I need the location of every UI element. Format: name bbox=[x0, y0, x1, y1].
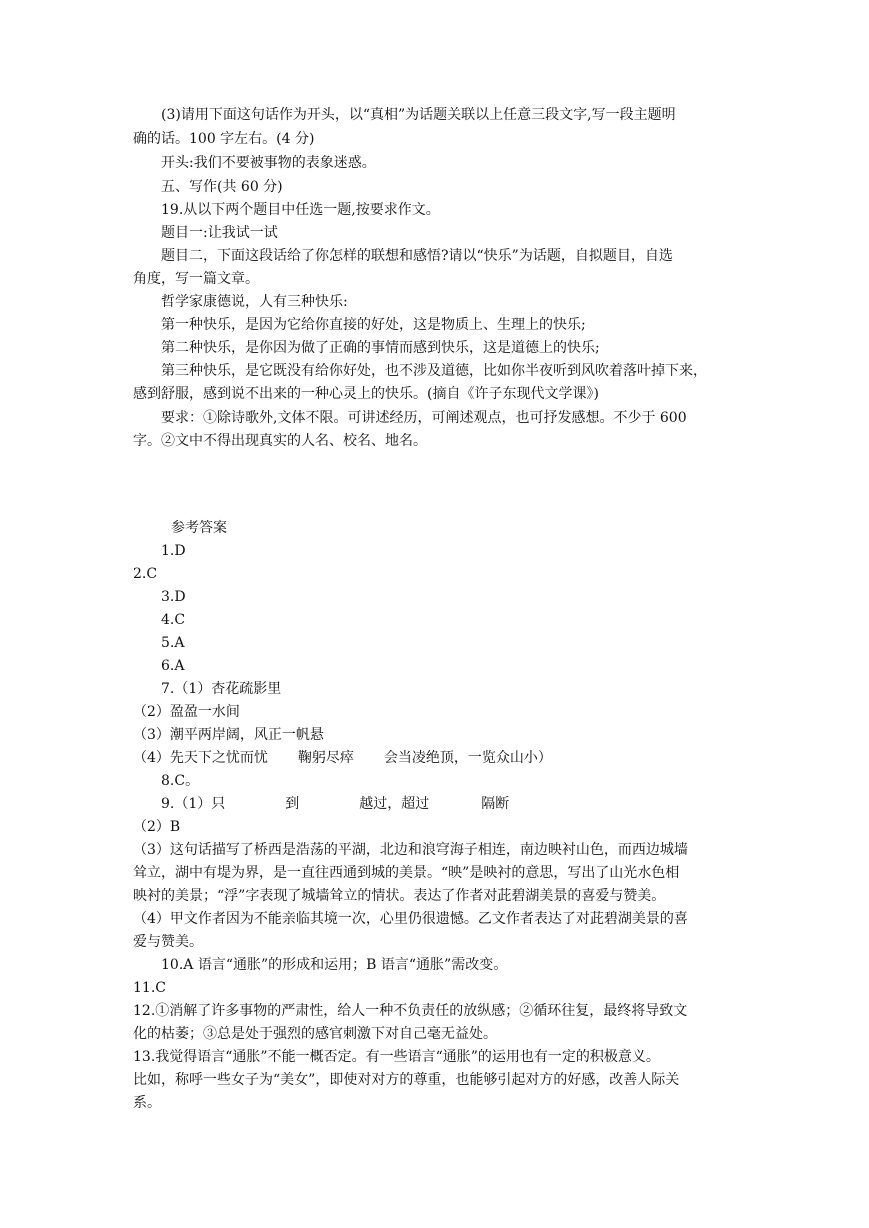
answer-12-line1: 12.①消解了许多事物的严肃性，给人一种不负责任的放纵感；②循环往复，最终将导致文 bbox=[133, 1003, 688, 1019]
joy-3-line1: 第三种快乐，是它既没有给你好处，也不涉及道德，比如你半夜听到风吹着落叶掉下来， bbox=[161, 363, 707, 379]
answer-13-line1: 13.我觉得语言“通胀”不能一概否定。有一些语言“通胀”的运用也有一定的积极意义。 bbox=[133, 1049, 660, 1065]
answer-8: 8.C。 bbox=[161, 773, 200, 789]
kant-quote: 哲学家康德说，人有三种快乐: bbox=[161, 294, 348, 310]
answer-11: 11.C bbox=[133, 980, 166, 996]
answer-9-4-line1: （4）甲文作者因为不能亲临其境一次，心里仍很遗憾。乙文作者表达了对茈碧湖美景的喜 bbox=[133, 911, 688, 927]
answer-6: 6.A bbox=[161, 658, 185, 674]
topic-1: 题目一:让我试一试 bbox=[161, 225, 278, 241]
answer-13-line2: 比如，称呼一些女子为“美女”，即使对对方的尊重，也能够引起对方的好感，改善人际关 bbox=[133, 1072, 680, 1088]
answer-5: 5.A bbox=[161, 635, 185, 651]
answer-9-1-part-c: 越过，超过 bbox=[359, 796, 430, 812]
question-19: 19.从以下两个题目中任选一题,按要求作文。 bbox=[161, 202, 440, 218]
answer-4: 4.C bbox=[161, 612, 186, 628]
answer-9-1-part-b: 到 bbox=[285, 796, 300, 812]
answer-10: 10.A 语言“通胀”的形成和运用；B 语言“通胀”需改变。 bbox=[161, 957, 508, 973]
answer-9-2: （2）B bbox=[133, 819, 181, 835]
answer-7-4-part-a: （4）先天下之忧而忧 bbox=[133, 750, 268, 766]
topic-2-line2: 角度，写一篇文章。 bbox=[133, 271, 259, 287]
answer-7-4 bbox=[133, 748, 552, 768]
answer-7-1: 7.（1）杏花疏影里 bbox=[161, 681, 282, 697]
answer-1: 1.D bbox=[161, 543, 186, 559]
q18-3-line2: 确的话。100 字左右。(4 分) bbox=[133, 131, 315, 147]
section-5-heading: 五、写作(共 60 分) bbox=[161, 179, 283, 195]
joy-1: 第一种快乐，是因为它给你直接的好处，这是物质上、生理上的快乐; bbox=[161, 317, 586, 333]
topic-2-line1: 题目二，下面这段话给了你怎样的联想和感悟?请以“快乐”为话题，自拟题目，自选 bbox=[161, 248, 673, 264]
joy-3-line2: 感到舒服，感到说不出来的一种心灵上的快乐。(摘自《许子东现代文学课》) bbox=[133, 386, 599, 402]
answer-9-1-part-a: 9.（1）只 bbox=[161, 796, 226, 812]
requirement-line2: 字。②文中不得出现真实的人名、校名、地名。 bbox=[133, 433, 427, 449]
answer-7-2: （2）盈盈一水间 bbox=[133, 704, 240, 720]
answer-9-4-line2: 爱与赞美。 bbox=[133, 934, 203, 950]
answer-2: 2.C bbox=[133, 566, 158, 582]
answer-12-line2: 化的枯萎；③总是处于强烈的感官刺激下对自己毫无益处。 bbox=[133, 1026, 497, 1042]
answer-13-line3: 系。 bbox=[133, 1095, 161, 1111]
answer-9-3-line1: （3）这句话描写了桥西是浩荡的平湖，北边和浪穹海子相连，南边映衬山色，而西边城墙 bbox=[133, 842, 688, 858]
opening-sentence: 开头:我们不要被事物的表象迷惑。 bbox=[161, 155, 376, 171]
answer-7-4-part-c: 会当凌绝顶，一览众山小） bbox=[383, 750, 552, 766]
requirement-line1: 要求：①除诗歌外,文体不限。可讲述经历，可阐述观点，也可抒发感想。不少于 600 bbox=[161, 410, 687, 426]
answer-7-4-part-b: 鞠躬尽瘁 bbox=[297, 750, 354, 766]
answer-9-3-line3: 映衬的美景；“浮”字表现了城墙耸立的情状。表达了作者对茈碧湖美景的喜爱与赞美。 bbox=[133, 888, 666, 904]
answer-7-3: （3）潮平两岸阔，风正一帆悬 bbox=[133, 727, 324, 743]
joy-2: 第二种快乐，是你因为做了正确的事情而感到快乐，这是道德上的快乐; bbox=[161, 340, 600, 356]
answer-3: 3.D bbox=[161, 589, 186, 605]
answer-9-1 bbox=[161, 794, 509, 814]
answer-9-3-line2: 耸立，湖中有堤为界，是一直往西通到城的美景。“映”是映衬的意思，写出了山光水色相 bbox=[133, 865, 680, 881]
q18-3-line1: (3)请用下面这句话作为开头，以“真相”为话题关联以上任意三段文字,写一段主题明 bbox=[161, 107, 676, 123]
answer-9-1-part-d: 隔断 bbox=[481, 796, 510, 812]
answers-heading: 参考答案 bbox=[171, 520, 227, 536]
